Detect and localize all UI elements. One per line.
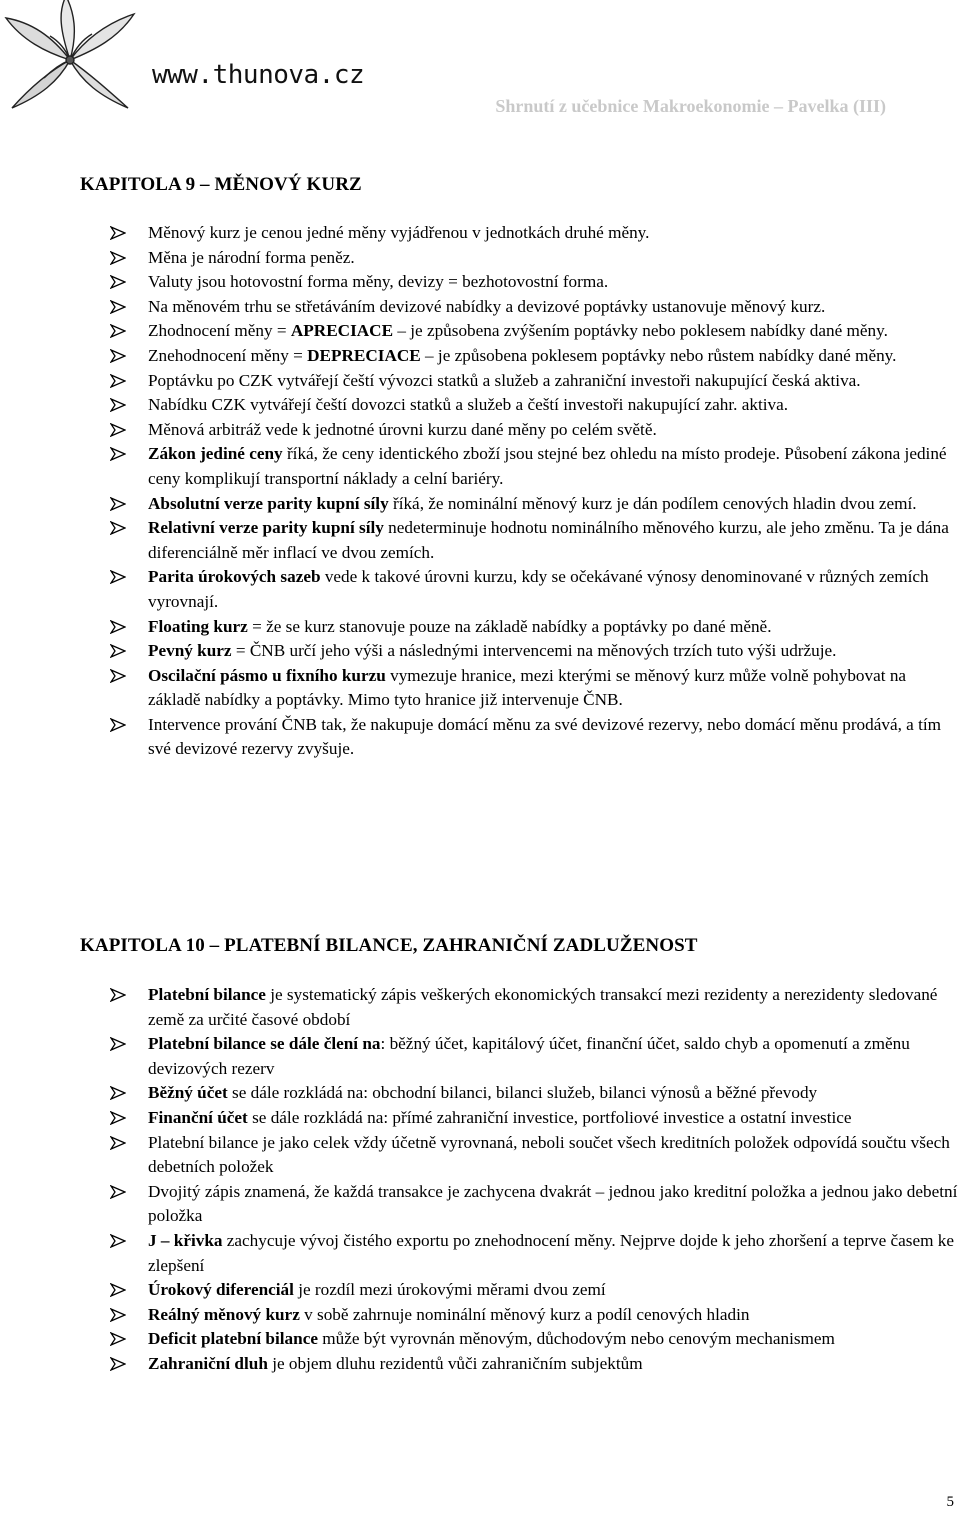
arrowhead-bullet-icon <box>110 374 126 388</box>
arrowhead-bullet-icon <box>110 275 126 289</box>
arrowhead-bullet-icon <box>110 570 126 584</box>
bold-term: Relativní verze parity kupní síly <box>148 518 384 538</box>
arrowhead-bullet-icon <box>110 1283 126 1297</box>
item-text: v sobě zahrnuje nominální měnový kurz a podíl cenových hladin <box>299 1304 750 1324</box>
arrowhead-bullet-icon <box>110 226 126 240</box>
item-text: Měnová arbitráž vede k jednotné úrovni kurzu dané měny po celém světě. <box>148 419 657 439</box>
arrowhead-bullet-icon <box>110 1086 126 1100</box>
arrowhead-bullet-icon <box>110 718 126 732</box>
list-item <box>110 1327 958 1352</box>
arrowhead-bullet-icon <box>110 644 126 658</box>
list-item <box>110 639 958 664</box>
list-item <box>110 1131 958 1180</box>
chapter-9-title: KAPITOLA 9 – MĚNOVÝ KURZ <box>80 174 362 195</box>
item-text: = ČNB určí jeho výši a následnými intervencemi na měnových trzích tuto výši udržuje. <box>231 641 837 661</box>
item-text: může být vyrovnán měnovým, důchodovým nebo cenovým mechanismem <box>317 1329 835 1349</box>
arrowhead-bullet-icon <box>110 423 126 437</box>
item-text: zachycuje vývoj čistého exportu po znehodnocení měny. Nejprve dojde k jeho zhoršení a teprve časem ke zlepšení <box>148 1230 954 1275</box>
chapter-9-list <box>110 221 958 762</box>
item-text: Poptávku po CZK vytvářejí čeští vývozci statků a služeb a zahraniční investoři nakupující česká aktiva. <box>148 370 861 390</box>
arrowhead-bullet-icon <box>110 1185 126 1199</box>
bold-term: Úrokový diferenciál <box>148 1280 294 1300</box>
arrowhead-bullet-icon <box>110 1234 126 1248</box>
item-text: je rozdíl mezi úrokovými měrami dvou zemí <box>293 1280 606 1300</box>
bold-term: Parita úrokových sazeb <box>148 567 321 587</box>
list-item <box>110 344 958 369</box>
bold-term: Oscilační pásmo u fixního kurzu <box>148 665 386 685</box>
bold-term: Absolutní verze parity kupní síly <box>148 493 389 513</box>
bold-term: APRECIACE <box>290 321 394 341</box>
item-text: Valuty jsou hotovostní forma měny, devizy = bezhotovostní forma. <box>148 272 609 292</box>
arrowhead-bullet-icon <box>110 988 126 1002</box>
arrowhead-bullet-icon <box>110 669 126 683</box>
arrowhead-bullet-icon <box>110 1332 126 1346</box>
bold-term: J – křivka <box>148 1230 223 1250</box>
list-item <box>110 1303 958 1328</box>
list-item <box>110 664 958 713</box>
list-item <box>110 1180 958 1229</box>
arrowhead-bullet-icon <box>110 447 126 461</box>
arrowhead-bullet-icon <box>110 620 126 634</box>
bold-term: Pevný kurz <box>148 641 232 661</box>
bold-term: Běžný účet <box>148 1083 228 1103</box>
item-text: vymezuje hranice, mezi kterými se měnový kurz může volně pohybovat na základě nabídky a poptávky. Mimo tyto hranice již intervenuje ČNB. <box>148 665 907 710</box>
list-item <box>110 516 958 565</box>
list-item <box>110 983 958 1032</box>
list-item <box>110 1229 958 1278</box>
item-text: Na měnovém trhu se střetáváním devizové nabídky a devizové poptávky ustanovuje měnový kurz. <box>148 296 826 316</box>
arrowhead-bullet-icon <box>110 349 126 363</box>
item-text: se dále rozkládá na: přímé zahraniční investice, portfoliové investice a ostatní investice <box>247 1107 852 1127</box>
bold-term: Deficit platební bilance <box>148 1329 318 1349</box>
bold-term: Reálný měnový kurz <box>148 1304 300 1324</box>
item-text: Dvojitý zápis znamená, že každá transakce je zachycena dvakrát – jednou jako kreditní položka a jednou jako debetní položka <box>148 1181 958 1226</box>
list-item <box>110 1278 958 1303</box>
list-item <box>110 1081 958 1106</box>
bold-term: Zahraniční dluh <box>148 1353 268 1373</box>
list-item <box>110 565 958 614</box>
arrowhead-bullet-icon <box>110 398 126 412</box>
arrowhead-bullet-icon <box>110 300 126 314</box>
item-text: – je způsobena poklesem poptávky nebo růstem nabídky dané měny. <box>420 345 897 365</box>
bold-term: Platební bilance <box>148 985 266 1004</box>
bold-term: Floating kurz <box>148 616 248 636</box>
item-text: vede k takové úrovni kurzu, kdy se očekávané výnosy denominované v různých zemích vyrovnají. <box>148 567 929 611</box>
arrowhead-bullet-icon <box>110 521 126 535</box>
site-url: www.thunova.cz <box>152 60 365 90</box>
item-text: říká, že ceny identického zboží jsou stejné bez ohledu na místo prodeje. Působení zákona jediné ceny komplikují transportní náklady a celní bariéry. <box>148 444 947 488</box>
list-item <box>110 1032 958 1081</box>
bold-term: DEPRECIACE <box>307 345 421 365</box>
list-item <box>110 221 958 246</box>
list-item <box>110 246 958 271</box>
item-text: – je způsobena zvýšením poptávky nebo poklesem nabídky dané měny. <box>393 321 888 341</box>
lily-flower-logo <box>0 0 140 110</box>
item-text: je systematický zápis veškerých ekonomických transakcí mezi rezidenty a nerezidenty sledované země za určité časové období <box>148 985 938 1029</box>
item-text: se dále rozkládá na: obchodní bilanci, bilanci služeb, bilanci výnosů a běžné převody <box>227 1083 818 1103</box>
item-text: : běžný účet, kapitálový účet, finanční účet, saldo chyb a opomenutí a změnu devizových rezerv <box>148 1034 910 1078</box>
chapter-10-title: KAPITOLA 10 – PLATEBNÍ BILANCE, ZAHRANIČNÍ ZADLUŽENOST <box>80 935 698 956</box>
list-item <box>110 1352 958 1377</box>
arrowhead-bullet-icon <box>110 1037 126 1051</box>
chapter-10-list <box>110 983 958 1377</box>
item-text: Měna je národní forma peněz. <box>148 247 355 267</box>
item-text: Nabídku CZK vytvářejí čeští dovozci statků a služeb a čeští investoři nakupující zahr. aktiva. <box>148 395 789 415</box>
bold-term: Finanční účet <box>148 1107 248 1127</box>
item-text: Znehodnocení měny = <box>148 345 308 365</box>
item-text: je objem dluhu rezidentů vůči zahraničním subjektům <box>267 1353 643 1373</box>
list-item <box>110 270 958 295</box>
list-item <box>110 319 958 344</box>
item-text: Zhodnocení měny = <box>148 321 291 341</box>
item-text: Platební bilance je jako celek vždy účetně vyrovnaná, neboli součet všech kreditních položek odpovídá součtu všech debetních položek <box>148 1132 950 1177</box>
arrowhead-bullet-icon <box>110 251 126 265</box>
item-text: nedeterminuje hodnotu nominálního měnového kurzu, ale jeho změnu. Ta je dána diferenciálně měr inflací ve dvou zemích. <box>148 518 949 562</box>
item-text: Intervence prování ČNB tak, že nakupuje domácí měnu za své devizové rezervy, nebo domácí měnu prodává, a tím své devizové rezervy zvyšuje. <box>148 714 942 759</box>
arrowhead-bullet-icon <box>110 1308 126 1322</box>
list-item <box>110 1106 958 1131</box>
list-item <box>110 393 958 418</box>
item-text: Měnový kurz je cenou jedné měny vyjádřenou v jednotkách druhé měny. <box>148 223 650 242</box>
item-text: = že se kurz stanovuje pouze na základě nabídky a poptávky po dané měně. <box>247 616 772 636</box>
list-item <box>110 442 958 491</box>
arrowhead-bullet-icon <box>110 1136 126 1150</box>
arrowhead-bullet-icon <box>110 324 126 338</box>
list-item <box>110 492 958 517</box>
arrowhead-bullet-icon <box>110 497 126 511</box>
document-subtitle: Shrnutí z učebnice Makroekonomie – Pavelka (III) <box>495 96 886 116</box>
page-number: 5 <box>946 1494 954 1510</box>
list-item <box>110 369 958 394</box>
arrowhead-bullet-icon <box>110 1357 126 1371</box>
bold-term: Platební bilance se dále člení na <box>148 1034 381 1054</box>
list-item <box>110 418 958 443</box>
list-item <box>110 615 958 640</box>
bold-term: Zákon jediné ceny <box>148 444 283 464</box>
item-text: říká, že nominální měnový kurz je dán podílem cenových hladin dvou zemí. <box>388 493 917 513</box>
list-item <box>110 713 958 762</box>
arrowhead-bullet-icon <box>110 1111 126 1125</box>
list-item <box>110 295 958 320</box>
